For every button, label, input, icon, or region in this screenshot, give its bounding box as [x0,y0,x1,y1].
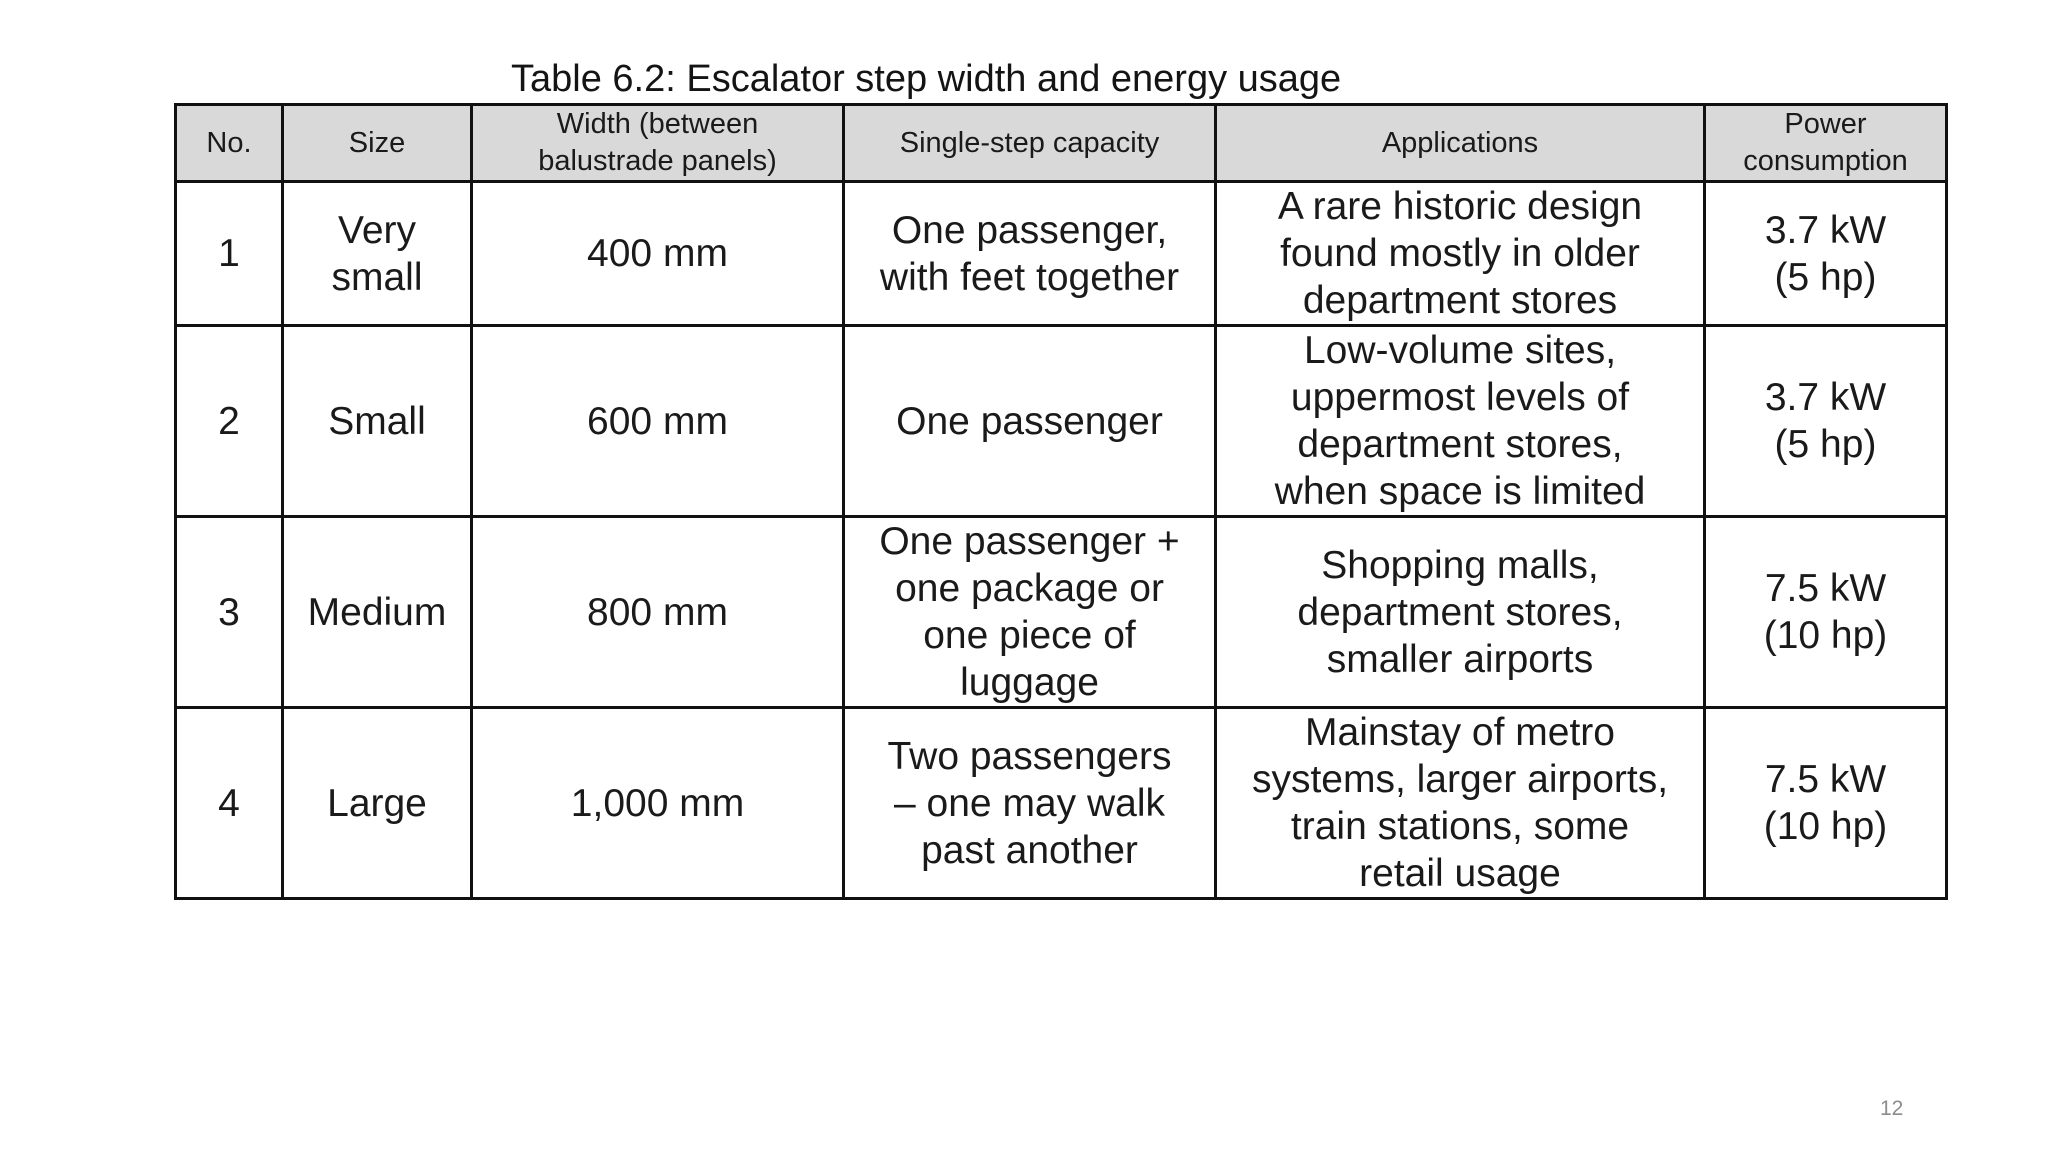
cell-width: 1,000 mm [472,708,844,899]
cell-width: 600 mm [472,326,844,517]
cell-width: 400 mm [472,182,844,326]
table-row [176,708,1947,899]
cell-power: 7.5 kW (10 hp) [1705,517,1947,708]
table-row [176,326,1947,517]
header-cell-size: Size [283,105,472,182]
page-number: 12 [1880,1097,1904,1120]
header-cell-power: Power consumption [1705,105,1947,182]
cell-no: 1 [176,182,283,326]
cell-size: Very small [283,182,472,326]
table-row [176,517,1947,708]
cell-power: 7.5 kW (10 hp) [1705,708,1947,899]
cell-no: 4 [176,708,283,899]
cell-capacity: Two passengers – one may walk past another [844,708,1216,899]
header-cell-width: Width (between balustrade panels) [472,105,844,182]
cell-no: 2 [176,326,283,517]
table-title: Table 6.2: Escalator step width and energy usage [511,58,1342,100]
cell-power: 3.7 kW (5 hp) [1705,182,1947,326]
header-cell-capacity: Single-step capacity [844,105,1216,182]
cell-capacity: One passenger [844,326,1216,517]
cell-size: Medium [283,517,472,708]
cell-applications: Shopping malls, department stores, smaller airports [1216,517,1705,708]
escalator-table [174,103,1948,900]
cell-applications: Low-volume sites, uppermost levels of department stores, when space is limited [1216,326,1705,517]
cell-capacity: One passenger, with feet together [844,182,1216,326]
cell-size: Large [283,708,472,899]
cell-power: 3.7 kW (5 hp) [1705,326,1947,517]
cell-size: Small [283,326,472,517]
table-row [176,182,1947,326]
cell-width: 800 mm [472,517,844,708]
cell-applications: A rare historic design found mostly in older department stores [1216,182,1705,326]
cell-applications: Mainstay of metro systems, larger airports, train stations, some retail usage [1216,708,1705,899]
cell-no: 3 [176,517,283,708]
header-cell-no: No. [176,105,283,182]
header-cell-applications: Applications [1216,105,1705,182]
header-row [176,105,1947,182]
cell-capacity: One passenger + one package or one piece of luggage [844,517,1216,708]
